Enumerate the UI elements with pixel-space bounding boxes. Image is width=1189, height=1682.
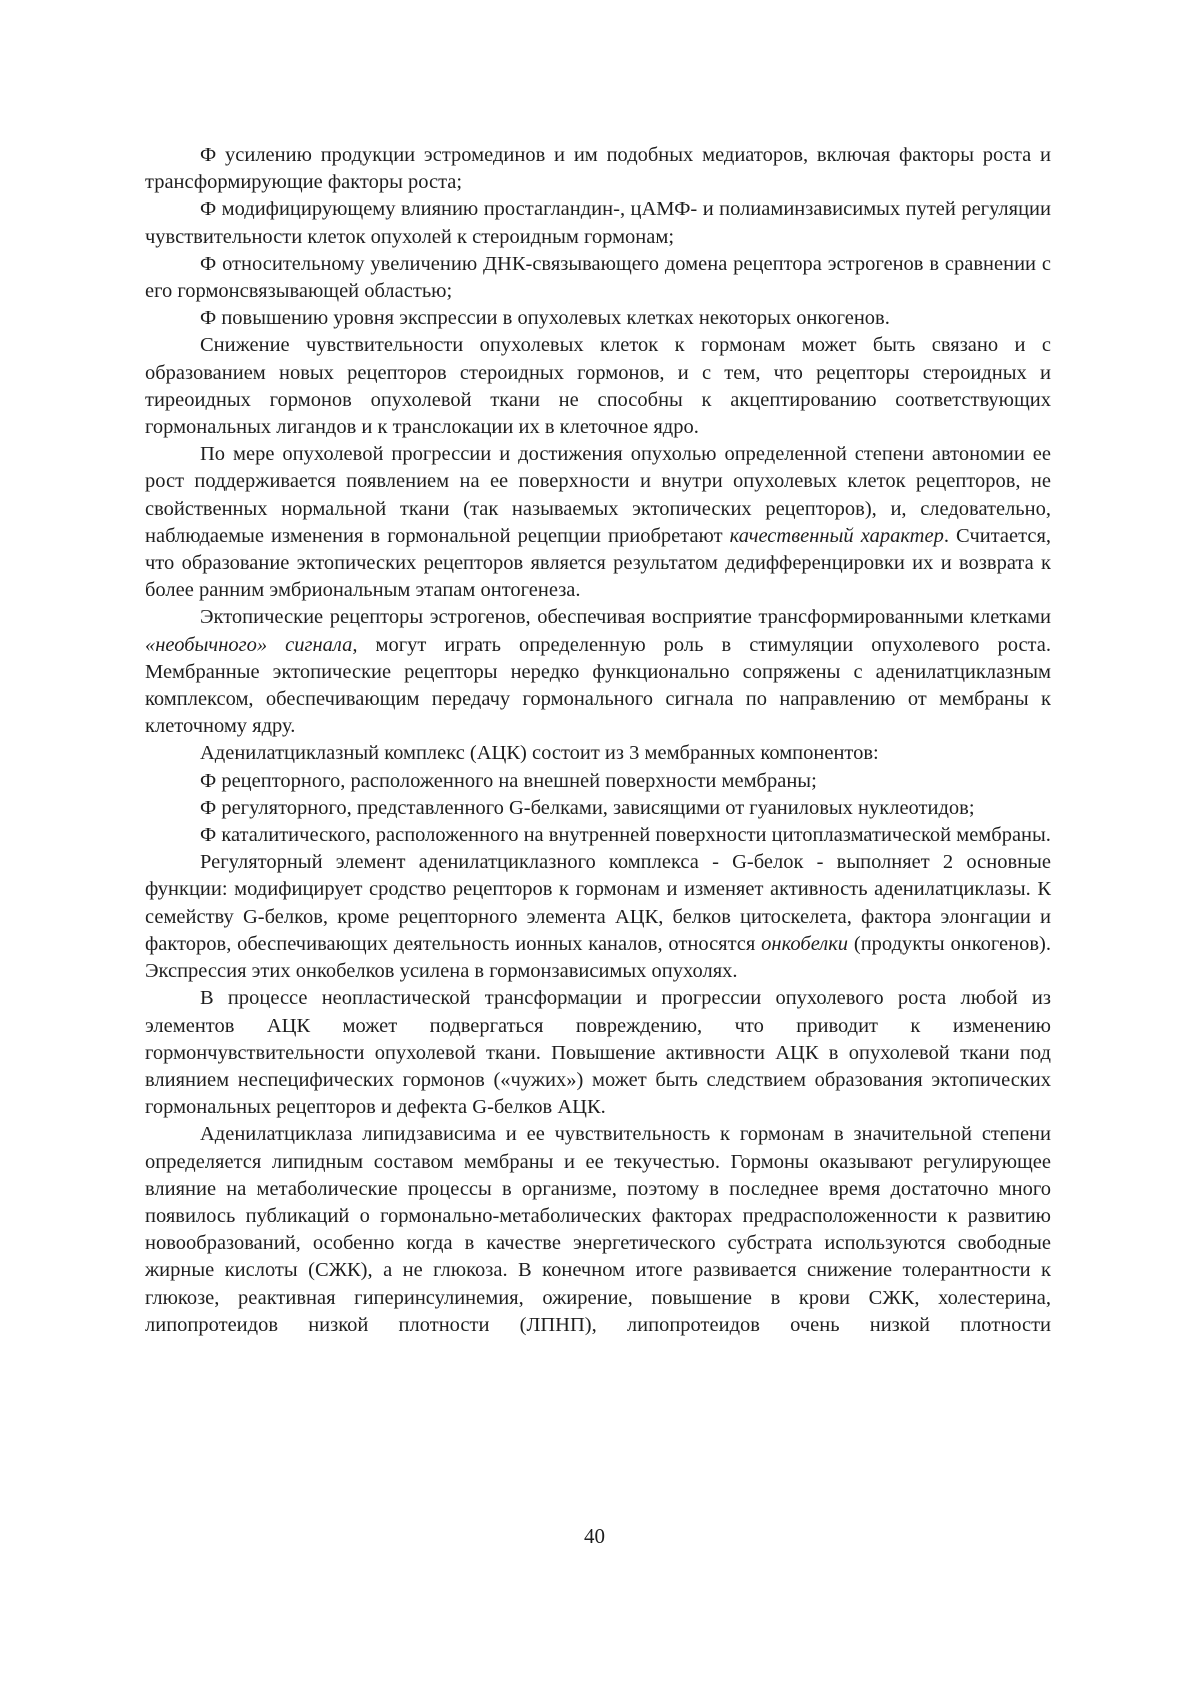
paragraph-7-emphasis: «необычного» сигнала, [145, 633, 358, 656]
paragraph-12-text-b: (продукты онкогенов). Экспрессия этих онкобелков усилена в гормонзависимых опухолях. [145, 932, 1051, 983]
paragraph-7-text-b: могут играть определенную роль в стимуляции опухолевого роста. Мембранные эктопические рецепторы нередко функционально сопряжены с аденилатциклазным комплексом, обеспечивающим передачу гормонального сигнала по направлению от мембраны к клеточному ядру. [145, 633, 1051, 738]
paragraph-11: Ф каталитического, расположенного на внутренней поверхности цитоплазматической мембраны. [200, 824, 1051, 847]
paragraph-1: Ф усилению продукции эстромединов и им подобных медиаторов, включая факторы роста и трансформирующие факторы роста; [145, 144, 1051, 194]
paragraph-2: Ф модифицирующему влиянию простагландин-, цАМФ- и полиаминзависимых путей регуляции чувствительности клеток опухолей к стероидным гормонам; [145, 198, 1051, 248]
paragraph-10: Ф регуляторного, представленного G-белками, зависящими от гуаниловых нуклеотидов; [200, 796, 975, 819]
paragraph-7-text-a: Эктопические рецепторы эстрогенов, обеспечивая восприятие трансформированными клетками [200, 606, 1051, 629]
paragraph-13: В процессе неопластической трансформации и прогрессии опухолевого роста любой из элементов АЦК может подвергаться повреждению, что приводит к изменению гормончувствительности опухолевой ткани. Повышение активности АЦК в опухолевой ткани под влиянием неспецифических гормонов («чужих») может быть следствием образования эктопических гормональных рецепторов и дефекта G-белков АЦК. [145, 987, 1051, 1119]
page-body [145, 142, 1051, 1339]
paragraph-6-emphasis: качественный характер [729, 524, 944, 547]
paragraph-4: Ф повышению уровня экспрессии в опухолевых клетках некоторых онкогенов. [200, 307, 890, 330]
paragraph-14: Аденилатциклаза липидзависима и ее чувствительность к гормонам в значительной степени определяется липидным составом мембраны и ее текучестью. Гормоны оказывают регулирующее влияние на метаболические процессы в организме, поэтому в последнее время достаточно много появилось публикаций о гормонально-метаболических факторах предрасположенности к развитию новообразований, особенно когда в качестве энергетического субстрата используются свободные жирные кислоты (СЖК), а не глюкоза. В конечном итоге развивается снижение толерантности к глюкозе, реактивная гиперинсулинемия, ожирение, повышение в крови СЖК, холестерина, липопротеидов низкой плотности (ЛПНП), липопротеидов очень низкой плотности [145, 1123, 1051, 1336]
paragraph-8: Аденилатциклазный комплекс (АЦК) состоит из 3 мембранных компонентов: [200, 742, 879, 765]
paragraph-12 [145, 849, 1051, 985]
paragraph-6 [145, 441, 1051, 604]
page-number: 40 [584, 1524, 605, 1548]
paragraph-12-emphasis: онкобелки [761, 932, 849, 955]
paragraph-6-text-a: По мере опухолевой прогрессии и достижения опухолью определенной степени автономии ее рост поддерживается появлением на ее поверхности и внутри опухолевых клеток рецепторов, не свойственных нормальной ткани (так называемых эктопических рецепторов), и, следовательно, наблюдаемые изменения в гормональной рецепции приобретают [145, 443, 1051, 547]
paragraph-7 [145, 604, 1051, 740]
paragraph-3: Ф относительному увеличению ДНК-связывающего домена рецептора эстрогенов в сравнении с его гормонсвязывающей областью; [145, 252, 1051, 303]
paragraph-9: Ф рецепторного, расположенного на внешней поверхности мембраны; [200, 769, 817, 792]
paragraph-6-text-b: . Считается, что образование эктопических рецепторов является результатом дедифференцировки их и возврата к более ранним эмбриональным этапам онтогенеза. [145, 524, 1051, 602]
paragraph-5: Снижение чувствительности опухолевых клеток к гормонам может быть связано и с образованием новых рецепторов стероидных гормонов, и с тем, что рецепторы стероидных и тиреоидных гормонов опухолевой ткани не способны к акцептированию соответствующих гормональных лигандов и к транслокации их в клеточное ядро. [145, 334, 1051, 439]
paragraph-12-text-a: Регуляторный элемент аденилатциклазного комплекса - G-белок - выполняет 2 основные функции: модифицирует сродство рецепторов к гормонам и изменяет активность аденилатциклазы. К семейству G-белков, кроме рецепторного элемента АЦК, белков цитоскелета, фактора элонгации и факторов, обеспечивающих деятельность ионных каналов, относятся [145, 851, 1051, 955]
